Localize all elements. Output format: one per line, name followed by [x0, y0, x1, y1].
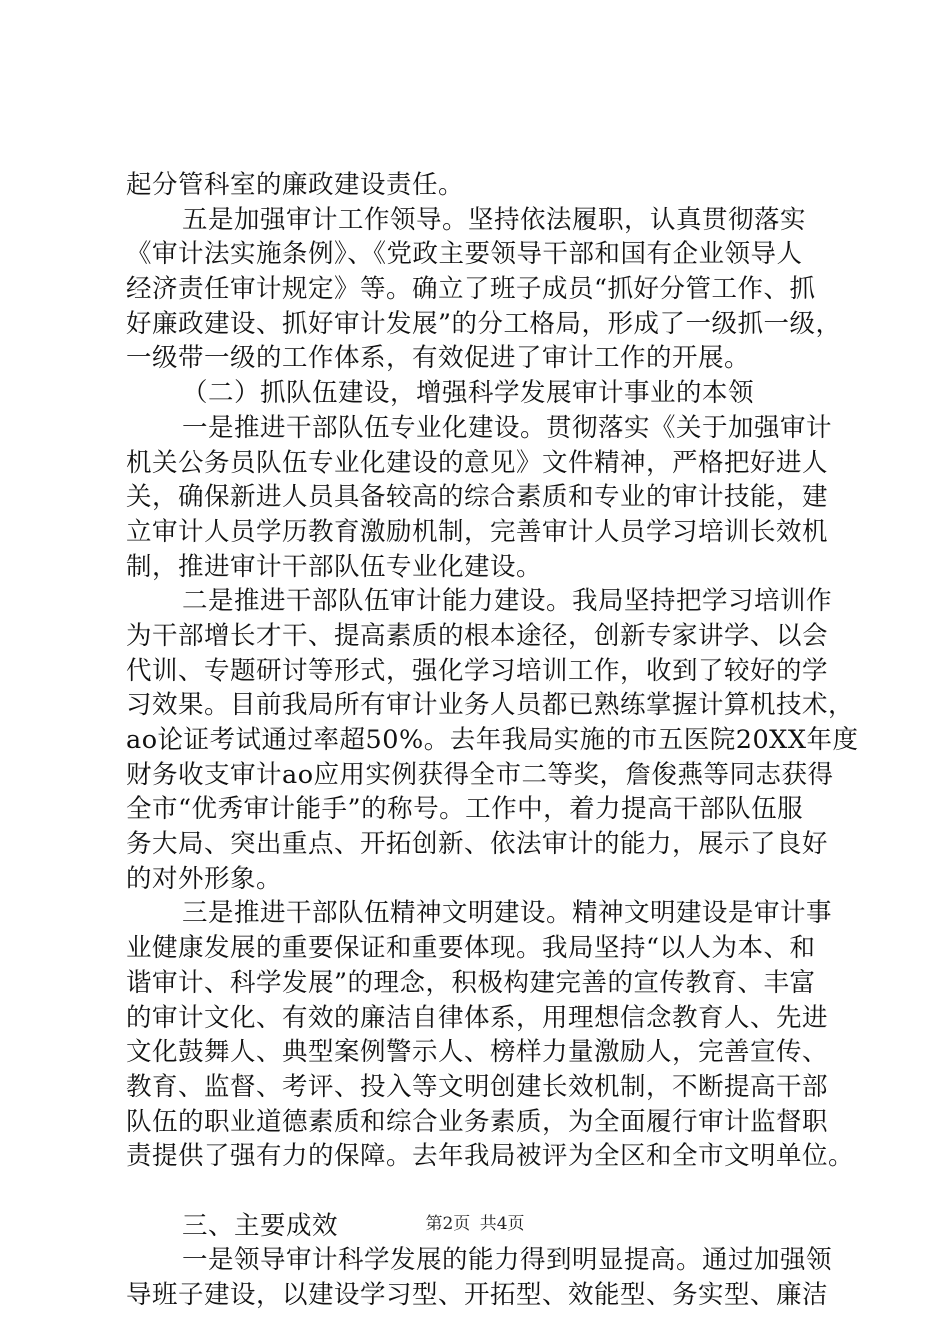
paragraph-line: 责提供了强有力的保障。去年我局被评为全区和全市文明单位。 [126, 1141, 855, 1172]
paragraph-line: 财务收支审计ao应用实例获得全市二等奖，詹俊燕等同志获得 [126, 759, 834, 790]
paragraph-line: 谐审计、科学发展”的理念，积极构建完善的宣传教育、丰富 [126, 967, 816, 998]
paragraph-line: 关，确保新进人员具备较高的综合素质和专业的审计技能，建 [126, 482, 829, 513]
paragraph-line: 三是推进干部队伍精神文明建设。精神文明建设是审计事 [182, 898, 833, 929]
paragraph-line: 业健康发展的重要保证和重要体现。我局坚持“以人为本、和 [126, 933, 816, 964]
paragraph-line: 教育、监督、考评、投入等文明创建长效机制，不断提高干部 [126, 1071, 829, 1102]
blank-line [126, 1174, 830, 1209]
paragraph-line: 代训、专题研讨等形式，强化学习培训工作，收到了较好的学 [126, 655, 829, 686]
section-heading: 三、主要成效 [182, 1210, 339, 1241]
paragraph-line: 一是推进干部队伍专业化建设。贯彻落实《关于加强审计 [182, 412, 833, 443]
page-total: 共4页 [479, 1214, 525, 1234]
paragraph-line: 务大局、突出重点、开拓创新、依法审计的能力，展示了良好 [126, 829, 829, 860]
paragraph-line: 的对外形象。 [126, 863, 283, 894]
page-footer [0, 1213, 950, 1235]
paragraph-line: 队伍的职业道德素质和综合业务素质，为全面履行审计监督职 [126, 1106, 829, 1137]
paragraph-line: 机关公务员队伍专业化建设的意见》文件精神，严格把好进人 [126, 447, 829, 478]
paragraph-line: 制，推进审计干部队伍专业化建设。 [126, 551, 543, 582]
paragraph-line: ao论证考试通过率超50%。去年我局实施的市五医院20XX年度 [126, 725, 859, 755]
paragraph-line: 的审计文化、有效的廉洁自律体系，用理想信念教育人、先进 [126, 1002, 829, 1033]
paragraph-line: 一是领导审计科学发展的能力得到明显提高。通过加强领 [182, 1245, 833, 1276]
paragraph-line: 一级带一级的工作体系，有效促进了审计工作的开展。 [126, 343, 751, 374]
page-number: 第2页 [425, 1214, 471, 1234]
paragraph-line: 好廉政建设、抓好审计发展”的分工格局，形成了一级抓一级， [126, 308, 842, 339]
document-body [126, 168, 859, 1313]
paragraph-line: 导班子建设，以建设学习型、开拓型、效能型、务实型、廉洁 [126, 1280, 829, 1310]
paragraph-line: 全市“优秀审计能手”的称号。工作中，着力提高干部队伍服 [126, 794, 804, 825]
paragraph-line: 经济责任审计规定》等。确立了班子成员“抓好分管工作、抓 [126, 274, 816, 305]
paragraph-line: 五是加强审计工作领导。坚持依法履职，认真贯彻落实 [182, 204, 807, 235]
paragraph-line: 立审计人员学历教育激励机制，完善审计人员学习培训长效机 [126, 516, 829, 547]
paragraph-line: 《审计法实施条例》、《党政主要领导干部和国有企业领导人 [126, 239, 803, 270]
paragraph-line: 习效果。目前我局所有审计业务人员都已熟练掌握计算机技术， [126, 690, 855, 721]
paragraph-line: 文化鼓舞人、典型案例警示人、榜样力量激励人，完善宣传、 [126, 1037, 829, 1068]
paragraph-line: 为干部增长才干、提高素质的根本途径，创新专家讲学、以会 [126, 620, 829, 651]
paragraph-line: 起分管科室的廉政建设责任。 [126, 170, 465, 200]
paragraph-line: 二是推进干部队伍审计能力建设。我局坚持把学习培训作 [182, 586, 833, 617]
section-heading: （二）抓队伍建设，增强科学发展审计事业的本领 [182, 378, 755, 409]
